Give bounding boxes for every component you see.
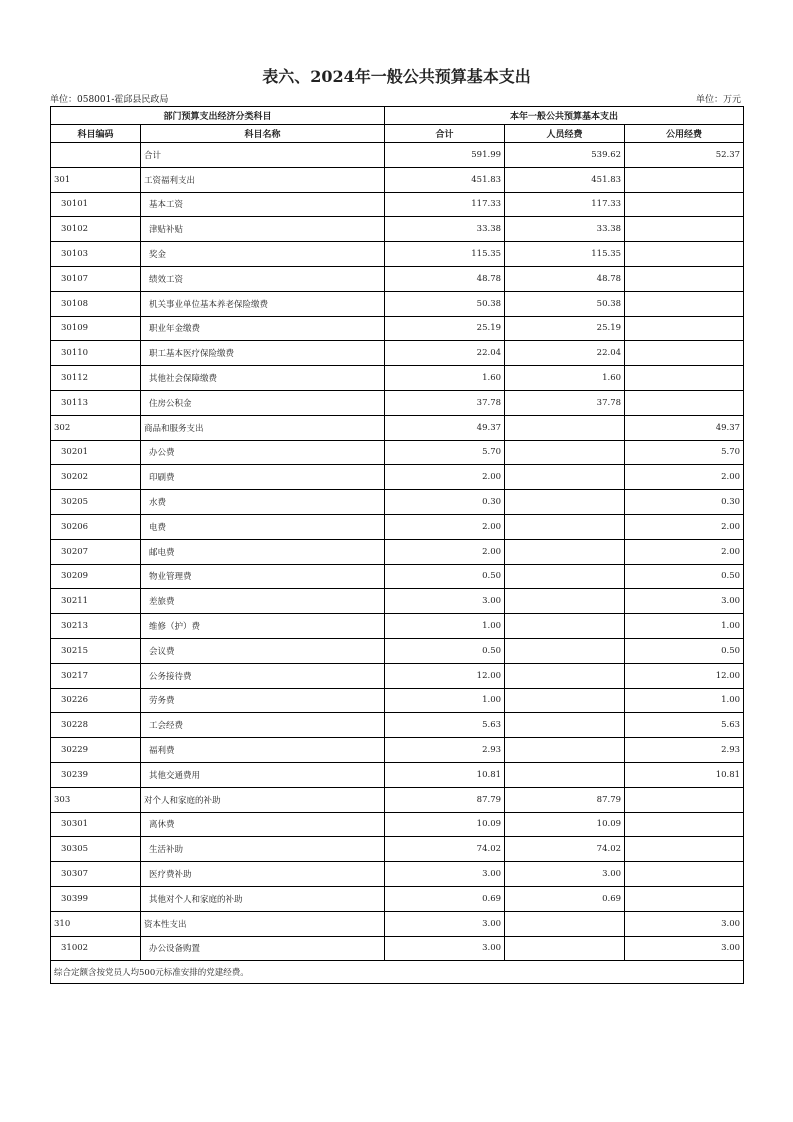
table-row xyxy=(51,390,744,415)
table-row xyxy=(51,911,744,936)
cell-code: 310 xyxy=(51,911,141,936)
cell-public xyxy=(625,390,744,415)
cell-name: 合计 xyxy=(141,143,385,168)
cell-name: 差旅费 xyxy=(141,589,385,614)
cell-public: 0.50 xyxy=(625,638,744,663)
cell-name: 办公设备购置 xyxy=(141,936,385,961)
cell-personnel xyxy=(505,614,625,639)
cell-public: 3.00 xyxy=(625,589,744,614)
cell-name: 离休费 xyxy=(141,812,385,837)
cell-name: 奖金 xyxy=(141,242,385,267)
cell-total: 50.38 xyxy=(385,291,505,316)
header-code: 科目编码 xyxy=(51,125,141,143)
cell-code: 30213 xyxy=(51,614,141,639)
header-public: 公用经费 xyxy=(625,125,744,143)
cell-total: 0.30 xyxy=(385,490,505,515)
cell-total: 33.38 xyxy=(385,217,505,242)
cell-code: 30108 xyxy=(51,291,141,316)
cell-total: 22.04 xyxy=(385,341,505,366)
table-row xyxy=(51,638,744,663)
cell-name: 职工基本医疗保险缴费 xyxy=(141,341,385,366)
table-row xyxy=(51,589,744,614)
cell-code: 30202 xyxy=(51,465,141,490)
table-body xyxy=(51,143,744,961)
table-row xyxy=(51,465,744,490)
cell-personnel xyxy=(505,415,625,440)
cell-code: 30206 xyxy=(51,514,141,539)
cell-personnel: 3.00 xyxy=(505,862,625,887)
cell-public xyxy=(625,366,744,391)
cell-personnel: 87.79 xyxy=(505,787,625,812)
cell-code: 30209 xyxy=(51,564,141,589)
cell-name: 办公费 xyxy=(141,440,385,465)
cell-total: 0.50 xyxy=(385,638,505,663)
cell-code: 30101 xyxy=(51,192,141,217)
cell-code: 30107 xyxy=(51,266,141,291)
cell-code: 30110 xyxy=(51,341,141,366)
cell-personnel: 37.78 xyxy=(505,390,625,415)
cell-name: 绩效工资 xyxy=(141,266,385,291)
cell-public: 0.50 xyxy=(625,564,744,589)
cell-total: 2.00 xyxy=(385,465,505,490)
cell-total: 74.02 xyxy=(385,837,505,862)
cell-name: 福利费 xyxy=(141,738,385,763)
cell-name: 印刷费 xyxy=(141,465,385,490)
table-row xyxy=(51,242,744,267)
cell-code: 30112 xyxy=(51,366,141,391)
cell-public xyxy=(625,192,744,217)
cell-personnel: 33.38 xyxy=(505,217,625,242)
table-row xyxy=(51,539,744,564)
table-row xyxy=(51,688,744,713)
cell-total: 0.69 xyxy=(385,886,505,911)
table-row xyxy=(51,291,744,316)
cell-personnel: 115.35 xyxy=(505,242,625,267)
cell-code: 30229 xyxy=(51,738,141,763)
cell-public xyxy=(625,291,744,316)
cell-name: 工资福利支出 xyxy=(141,167,385,192)
cell-personnel xyxy=(505,936,625,961)
table-row xyxy=(51,490,744,515)
cell-personnel xyxy=(505,465,625,490)
cell-personnel xyxy=(505,490,625,515)
cell-name: 维修（护）费 xyxy=(141,614,385,639)
cell-personnel xyxy=(505,911,625,936)
table-row xyxy=(51,564,744,589)
header-economic-category: 部门预算支出经济分类科目 xyxy=(51,107,385,125)
cell-public: 2.00 xyxy=(625,465,744,490)
cell-total: 1.00 xyxy=(385,614,505,639)
table-row xyxy=(51,192,744,217)
cell-public xyxy=(625,812,744,837)
cell-personnel xyxy=(505,440,625,465)
cell-public xyxy=(625,316,744,341)
cell-name: 住房公积金 xyxy=(141,390,385,415)
table-row xyxy=(51,738,744,763)
cell-name: 津贴补贴 xyxy=(141,217,385,242)
cell-total: 451.83 xyxy=(385,167,505,192)
cell-code: 301 xyxy=(51,167,141,192)
cell-public xyxy=(625,862,744,887)
cell-name: 基本工资 xyxy=(141,192,385,217)
cell-total: 5.63 xyxy=(385,713,505,738)
cell-total: 5.70 xyxy=(385,440,505,465)
cell-name: 电费 xyxy=(141,514,385,539)
cell-total: 115.35 xyxy=(385,242,505,267)
header-basic-expenditure: 本年一般公共预算基本支出 xyxy=(385,107,744,125)
cell-code: 30215 xyxy=(51,638,141,663)
table-row xyxy=(51,341,744,366)
cell-name: 医疗费补助 xyxy=(141,862,385,887)
cell-name: 会议费 xyxy=(141,638,385,663)
cell-public: 5.70 xyxy=(625,440,744,465)
cell-personnel: 25.19 xyxy=(505,316,625,341)
header-column-row xyxy=(51,125,744,143)
cell-name: 其他社会保障缴费 xyxy=(141,366,385,391)
cell-name: 对个人和家庭的补助 xyxy=(141,787,385,812)
header-name: 科目名称 xyxy=(141,125,385,143)
table-row xyxy=(51,316,744,341)
cell-total: 1.60 xyxy=(385,366,505,391)
table-row xyxy=(51,862,744,887)
page-title: 表六、2024年一般公共预算基本支出 xyxy=(262,67,531,86)
table-row xyxy=(51,663,744,688)
header-group-row xyxy=(51,107,744,125)
cell-total: 37.78 xyxy=(385,390,505,415)
cell-personnel xyxy=(505,564,625,589)
cell-code: 30205 xyxy=(51,490,141,515)
cell-personnel: 10.09 xyxy=(505,812,625,837)
cell-personnel: 117.33 xyxy=(505,192,625,217)
table-row xyxy=(51,886,744,911)
cell-code: 30239 xyxy=(51,762,141,787)
cell-public: 10.81 xyxy=(625,762,744,787)
cell-total: 117.33 xyxy=(385,192,505,217)
cell-total: 591.99 xyxy=(385,143,505,168)
cell-public: 3.00 xyxy=(625,936,744,961)
cell-total: 3.00 xyxy=(385,862,505,887)
unit-department: 单位：058001-霍邱县民政局 xyxy=(50,95,169,105)
cell-personnel xyxy=(505,514,625,539)
cell-total: 1.00 xyxy=(385,688,505,713)
cell-public: 1.00 xyxy=(625,614,744,639)
cell-code: 303 xyxy=(51,787,141,812)
cell-total: 0.50 xyxy=(385,564,505,589)
cell-name: 劳务费 xyxy=(141,688,385,713)
cell-public: 2.93 xyxy=(625,738,744,763)
cell-personnel: 0.69 xyxy=(505,886,625,911)
table-row xyxy=(51,440,744,465)
cell-personnel xyxy=(505,762,625,787)
cell-public xyxy=(625,167,744,192)
cell-total: 2.93 xyxy=(385,738,505,763)
cell-code: 30113 xyxy=(51,390,141,415)
cell-name: 工会经费 xyxy=(141,713,385,738)
cell-name: 职业年金缴费 xyxy=(141,316,385,341)
cell-public xyxy=(625,341,744,366)
cell-public xyxy=(625,787,744,812)
footnote: 综合定额含按党员人均500元标准安排的党建经费。 xyxy=(51,961,744,984)
cell-code: 30217 xyxy=(51,663,141,688)
table-row xyxy=(51,266,744,291)
cell-name: 其他交通费用 xyxy=(141,762,385,787)
cell-total: 25.19 xyxy=(385,316,505,341)
cell-personnel: 22.04 xyxy=(505,341,625,366)
table-row xyxy=(51,415,744,440)
cell-code: 30228 xyxy=(51,713,141,738)
cell-code: 302 xyxy=(51,415,141,440)
table-row xyxy=(51,514,744,539)
cell-name: 生活补助 xyxy=(141,837,385,862)
cell-public: 2.00 xyxy=(625,514,744,539)
cell-public: 1.00 xyxy=(625,688,744,713)
table-row xyxy=(51,167,744,192)
cell-total: 3.00 xyxy=(385,911,505,936)
cell-code xyxy=(51,143,141,168)
cell-code: 30102 xyxy=(51,217,141,242)
cell-name: 物业管理费 xyxy=(141,564,385,589)
table-row xyxy=(51,787,744,812)
table-row xyxy=(51,366,744,391)
cell-code: 30109 xyxy=(51,316,141,341)
cell-personnel: 74.02 xyxy=(505,837,625,862)
cell-personnel: 539.62 xyxy=(505,143,625,168)
table-row xyxy=(51,713,744,738)
cell-name: 其他对个人和家庭的补助 xyxy=(141,886,385,911)
cell-code: 30301 xyxy=(51,812,141,837)
budget-table xyxy=(50,106,744,984)
cell-total: 87.79 xyxy=(385,787,505,812)
cell-public: 3.00 xyxy=(625,911,744,936)
cell-total: 49.37 xyxy=(385,415,505,440)
cell-personnel xyxy=(505,663,625,688)
cell-public xyxy=(625,266,744,291)
cell-public xyxy=(625,242,744,267)
cell-name: 邮电费 xyxy=(141,539,385,564)
cell-total: 10.09 xyxy=(385,812,505,837)
cell-personnel xyxy=(505,589,625,614)
table-row xyxy=(51,614,744,639)
cell-personnel xyxy=(505,539,625,564)
cell-public: 12.00 xyxy=(625,663,744,688)
cell-name: 商品和服务支出 xyxy=(141,415,385,440)
cell-code: 30207 xyxy=(51,539,141,564)
cell-name: 公务接待费 xyxy=(141,663,385,688)
cell-total: 12.00 xyxy=(385,663,505,688)
cell-public: 5.63 xyxy=(625,713,744,738)
cell-code: 30226 xyxy=(51,688,141,713)
cell-code: 30211 xyxy=(51,589,141,614)
cell-public: 0.30 xyxy=(625,490,744,515)
cell-personnel: 1.60 xyxy=(505,366,625,391)
cell-name: 水费 xyxy=(141,490,385,515)
unit-currency: 单位：万元 xyxy=(695,95,741,105)
cell-code: 30399 xyxy=(51,886,141,911)
cell-personnel: 451.83 xyxy=(505,167,625,192)
cell-public: 49.37 xyxy=(625,415,744,440)
cell-public xyxy=(625,217,744,242)
cell-code: 30201 xyxy=(51,440,141,465)
cell-personnel: 48.78 xyxy=(505,266,625,291)
table-row xyxy=(51,936,744,961)
table-row xyxy=(51,143,744,168)
cell-public: 52.37 xyxy=(625,143,744,168)
cell-public: 2.00 xyxy=(625,539,744,564)
cell-total: 10.81 xyxy=(385,762,505,787)
cell-total: 3.00 xyxy=(385,936,505,961)
table-row xyxy=(51,837,744,862)
cell-total: 3.00 xyxy=(385,589,505,614)
header-personnel: 人员经费 xyxy=(505,125,625,143)
cell-personnel xyxy=(505,688,625,713)
cell-name: 机关事业单位基本养老保险缴费 xyxy=(141,291,385,316)
cell-personnel xyxy=(505,638,625,663)
cell-code: 31002 xyxy=(51,936,141,961)
cell-personnel xyxy=(505,738,625,763)
table-row xyxy=(51,812,744,837)
cell-code: 30307 xyxy=(51,862,141,887)
cell-code: 30103 xyxy=(51,242,141,267)
cell-personnel: 50.38 xyxy=(505,291,625,316)
cell-name: 资本性支出 xyxy=(141,911,385,936)
cell-total: 2.00 xyxy=(385,514,505,539)
cell-public xyxy=(625,886,744,911)
table-row xyxy=(51,217,744,242)
cell-code: 30305 xyxy=(51,837,141,862)
cell-total: 2.00 xyxy=(385,539,505,564)
cell-personnel xyxy=(505,713,625,738)
cell-public xyxy=(625,837,744,862)
table-row xyxy=(51,762,744,787)
cell-total: 48.78 xyxy=(385,266,505,291)
header-total: 合计 xyxy=(385,125,505,143)
footnote-row xyxy=(51,961,744,984)
